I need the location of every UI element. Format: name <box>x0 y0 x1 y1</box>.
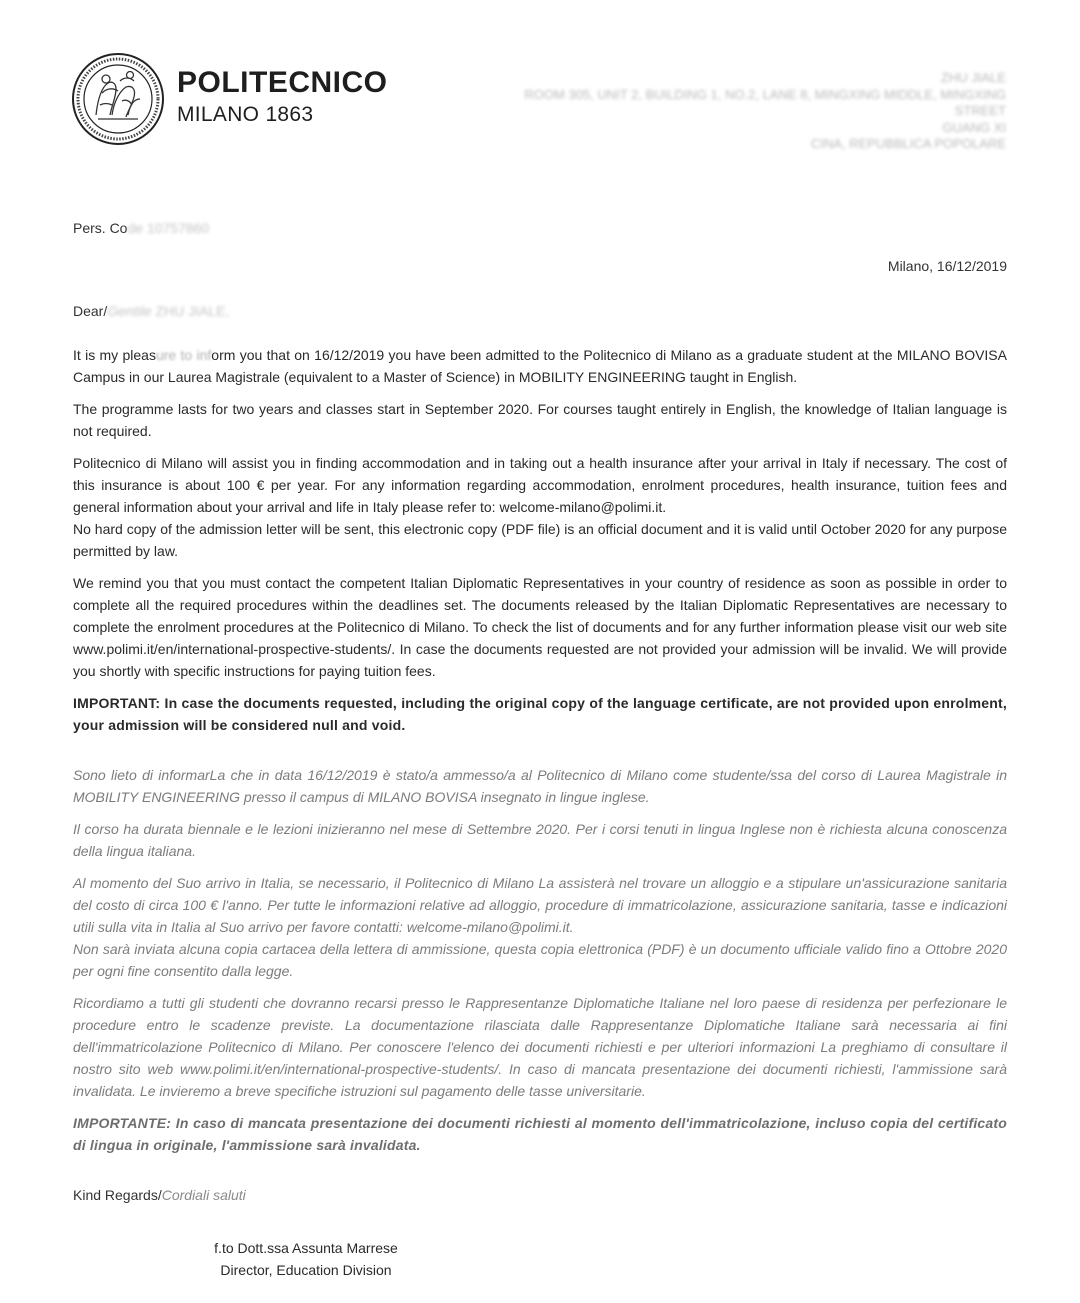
recipient-address-line: STREET <box>954 103 1006 118</box>
letter-date: Milano, 16/12/2019 <box>887 258 1007 274</box>
regards-english: Kind Regards/ <box>73 1187 162 1203</box>
italian-body <box>73 764 1007 1166</box>
brand-wordmark <box>177 66 388 128</box>
paragrafo-rappresentanze: Ricordiamo a tutti gli studenti che dovranno recarsi presso le Rappresentanze Diplomatiche Italiane nel loro paese di residenza per perfezionare le procedure entro le scadenze previste. La documentazione rilasciata dalle Rappresentanze Diplomatiche Italiane sarà necessaria ai fini dell'immatricolazione Politecnico di Milano. Per conoscere l'elenco dei documenti richiesti e per ulteriori informazioni La preghiamo di consultare il nostro sito web www.polimi.it/en/international-prospective-students/. In caso di mancata presentazione dei documenti richiesti, l'ammissione sarà invalidata. Le invieremo a breve specifiche istruzioni sul pagamento delle tasse universitarie. <box>73 995 1007 1099</box>
regards-italian: Cordiali saluti <box>161 1187 246 1203</box>
closing-regards <box>73 1187 246 1203</box>
recipient-address <box>524 70 1006 153</box>
paragraph-programme: The programme lasts for two years and classes start in September 2020. For courses taught entirely in English, the knowledge of Italian language is not required. <box>73 401 1007 439</box>
personal-code-value: de 10757860 <box>127 220 210 236</box>
paragrafo-alloggio: Al momento del Suo arrivo in Italia, se necessario, il Politecnico di Milano La assisterà nel trovare un alloggio e a stipulare un'assicurazione sanitaria del costo di circa 100 € l'anno. Per tutte le informazioni relative ad alloggio, procedure di immatricolazione, assicurazione sanitaria, tasse e indicazioni utili sulla vita in Italia al Suo arrivo per favore contatti: welcome-milano@polimi.it. <box>73 875 1007 935</box>
signatory-name: f.to Dott.ssa Assunta Marrese <box>214 1240 398 1256</box>
paragraph-accommodation: Politecnico di Milano will assist you in finding accommodation and in taking out a health insurance after your arrival in Italy if necessary. The cost of this insurance is about 100 € per year. For any information regarding accommodation, enrolment procedures, health insurance, tuition fees and general information about your arrival and life in Italy please refer to: welcome-milano@polimi.it. <box>73 455 1007 515</box>
paragraph-admission <box>73 344 1007 388</box>
paragrafo-importante: IMPORTANTE: In caso di mancata presentazione dei documenti richiesti al momento dell'immatricolazione, incluso copia del certificato di lingua in originale, l'ammissione sarà invalidata. <box>73 1115 1007 1153</box>
personal-code-label: Pers. Co <box>73 220 128 236</box>
paragraph-electronic-copy: No hard copy of the admission letter will be sent, this electronic copy (PDF file) is an official document and it is valid until October 2020 for any purpose permitted by law. <box>73 521 1007 559</box>
brand-name: POLITECNICO <box>177 66 388 99</box>
recipient-country: CINA, REPUBBLICA POPOLARE <box>810 136 1006 151</box>
english-body <box>73 344 1007 746</box>
signature-block <box>196 1237 416 1281</box>
paragrafo-ammissione: Sono lieto di informarLa che in data 16/12/2019 è stato/a ammesso/a al Politecnico di Milano come studente/ssa del corso di Laurea Magistrale in MOBILITY ENGINEERING presso il campus di MILANO BOVISA insegnato in lingue inglese. <box>73 767 1007 805</box>
salutation-gentile: Gentile <box>107 303 152 319</box>
signatory-title: Director, Education Division <box>220 1262 392 1278</box>
salutation-prefix: Dear/ <box>73 303 108 319</box>
paragraph-diplomatic: We remind you that you must contact the competent Italian Diplomatic Representatives in your country of residence as soon as possible in order to complete all the required procedures within the deadlines set. The documents released by the Italian Diplomatic Representatives are necessary to complete the enrolment procedures at the Politecnico di Milano. To check the list of documents and for any further information please visit our web site www.polimi.it/en/international-prospective-students/. In case the documents requested are not provided your admission will be invalid. We will provide you shortly with specific instructions for paying tuition fees. <box>73 575 1007 679</box>
paragraph-important: IMPORTANT: In case the documents requested, including the original copy of the language certificate, are not provided upon enrolment, your admission will be considered null and void. <box>73 695 1007 733</box>
recipient-address-line: GUANG XI <box>942 119 1006 135</box>
paragrafo-corso: Il corso ha durata biennale e le lezioni inizieranno nel mese di Settembre 2020. Per i corsi tenuti in lingua Inglese non è richiesta alcuna conoscenza della lingua italiana. <box>73 821 1007 859</box>
paragraph-text-blurred: ure to inf <box>155 347 212 363</box>
personal-code <box>73 220 209 236</box>
recipient-address-line: ROOM 305, UNIT 2, BUILDING 1, NO.2, LANE 8, MINGXING MIDDLE, MINGXING <box>524 86 1006 102</box>
politecnico-seal-logo <box>72 53 164 145</box>
brand-subtitle: MILANO 1863 <box>177 103 314 126</box>
salutation-name: ZHU JIALE, <box>151 303 230 319</box>
paragraph-text: orm you that on 16/12/2019 you have been admitted to the Politecnico di Milano as a graduate student at the MILANO BOVISA Campus in our Laurea Magistrale (equivalent to a Master of Science) in MOBILITY ENGINEERING taught in English. <box>73 347 1007 385</box>
salutation <box>73 303 229 319</box>
recipient-name: ZHU JIALE <box>940 70 1006 85</box>
paragraph-text: It is my pleas <box>73 347 156 363</box>
paragrafo-copia-elettronica: Non sarà inviata alcuna copia cartacea della lettera di ammissione, questa copia elettronica (PDF) è un documento ufficiale valido fino a Ottobre 2020 per ogni fine consentito dalla legge. <box>73 941 1007 979</box>
